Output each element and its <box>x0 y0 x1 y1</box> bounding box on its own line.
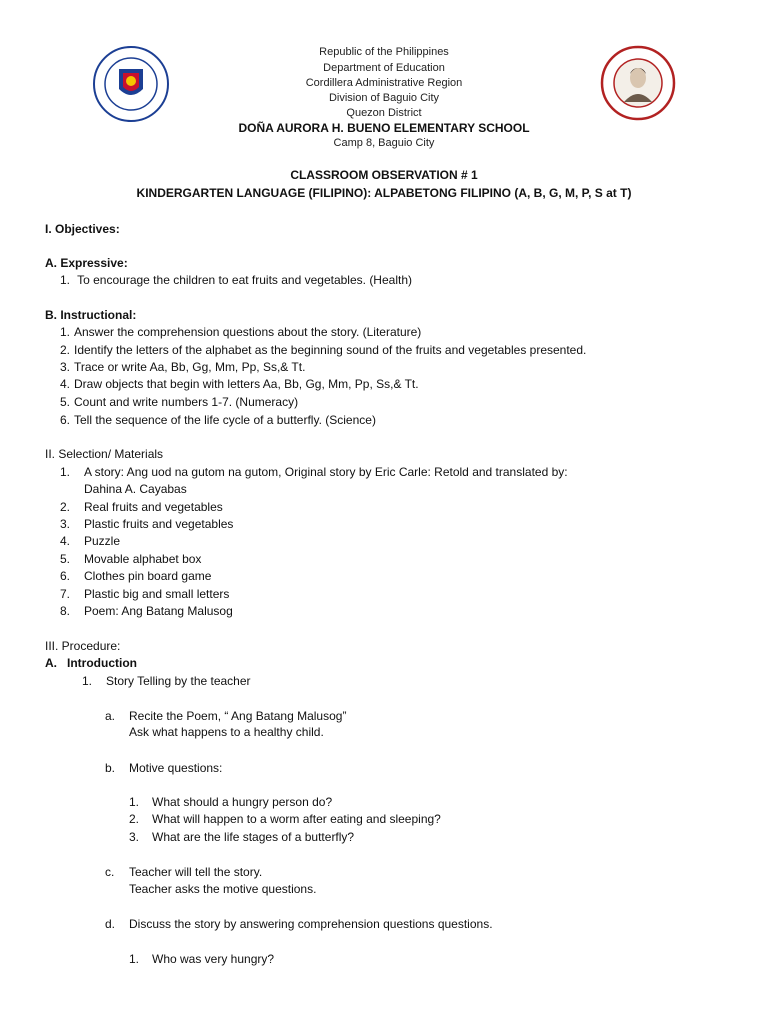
list-number: 1. <box>60 465 71 479</box>
document-subtitle: KINDERGARTEN LANGUAGE (FILIPINO): ALPABETONG FILIPINO (A, B, G, M, P, S at T) <box>136 186 632 200</box>
procedure-sub-a-line2: Ask what happens to a healthy child. <box>129 725 324 739</box>
list-text: Draw objects that begin with letters Aa, Bb, Gg, Mm, Pp, Ss,& Tt. <box>74 377 419 391</box>
list-number: 7. <box>60 587 71 601</box>
sub-letter: c. <box>105 865 115 879</box>
materials-item <box>60 587 229 601</box>
list-number: 6. <box>60 569 71 583</box>
list-text: Answer the comprehension questions about the story. (Literature) <box>74 325 422 339</box>
materials-item <box>60 500 223 514</box>
list-text: To encourage the children to eat fruits and vegetables. (Health) <box>77 273 412 287</box>
expressive-item <box>60 273 412 287</box>
list-number: 3. <box>60 517 71 531</box>
list-number: 3. <box>60 360 71 374</box>
section-letter: A. <box>45 656 57 670</box>
document-title: CLASSROOM OBSERVATION # 1 <box>290 168 478 182</box>
list-number: 4. <box>60 377 71 391</box>
materials-item <box>60 569 211 583</box>
comprehension-question <box>129 952 274 966</box>
header-school-name: DOÑA AURORA H. BUENO ELEMENTARY SCHOOL <box>238 121 530 135</box>
list-number: 2. <box>60 343 71 357</box>
list-text: What will happen to a worm after eating and sleeping? <box>152 812 441 826</box>
list-number: 5. <box>60 395 71 409</box>
list-number: 4. <box>60 534 71 548</box>
sub-letter: b. <box>105 761 116 775</box>
header-region: Cordillera Administrative Region <box>305 77 463 89</box>
materials-item <box>60 552 201 566</box>
materials-item <box>60 604 233 618</box>
list-text: Movable alphabet box <box>84 552 202 566</box>
instructional-heading: B. Instructional: <box>45 308 137 322</box>
procedure-sub-c-line2: Teacher asks the motive questions. <box>129 882 317 896</box>
list-number: 3. <box>129 830 140 844</box>
list-number: 1. <box>60 325 71 339</box>
procedure-step <box>82 674 251 688</box>
sub-text: Recite the Poem, “ Ang Batang Malusog” <box>129 709 347 723</box>
list-text: What are the life stages of a butterfly? <box>152 830 355 844</box>
sub-text: Discuss the story by answering comprehension questions questions. <box>129 917 493 931</box>
materials-item <box>60 482 187 496</box>
header-department: Department of Education <box>323 62 445 74</box>
list-text: Real fruits and vegetables <box>84 500 223 514</box>
objectives-heading: I. Objectives: <box>45 222 120 236</box>
header-republic: Republic of the Philippines <box>319 46 449 58</box>
instructional-item <box>60 325 421 339</box>
list-number: 8. <box>60 604 71 618</box>
list-text: Plastic fruits and vegetables <box>84 517 234 531</box>
motive-question <box>129 830 354 844</box>
materials-heading: II. Selection/ Materials <box>45 447 164 461</box>
list-text: Dahina A. Cayabas <box>84 482 187 496</box>
list-number: 1. <box>129 952 140 966</box>
list-number: 1. <box>60 273 71 287</box>
list-number: 6. <box>60 413 71 427</box>
expressive-heading: A. Expressive: <box>45 256 128 270</box>
header-division: Division of Baguio City <box>328 92 440 104</box>
instructional-item <box>60 343 586 357</box>
instructional-item <box>60 413 376 427</box>
procedure-sub-d <box>105 917 493 931</box>
materials-item <box>60 517 233 531</box>
motive-question <box>129 812 441 826</box>
instructional-item <box>60 395 298 409</box>
procedure-sub-b <box>105 761 222 775</box>
instructional-item <box>60 360 305 374</box>
sub-text: Teacher will tell the story. <box>129 865 263 879</box>
introduction-heading <box>45 656 137 670</box>
list-text: What should a hungry person do? <box>152 795 333 809</box>
list-text: Puzzle <box>84 534 121 548</box>
list-text: A story: Ang uod na gutom na gutom, Original story by Eric Carle: Retold and translated by: <box>84 465 568 479</box>
header-district: Quezon District <box>346 107 422 119</box>
sub-letter: d. <box>105 917 116 931</box>
list-text: Story Telling by the teacher <box>106 674 251 688</box>
list-text: Tell the sequence of the life cycle of a butterfly. (Science) <box>74 413 376 427</box>
list-number: 2. <box>60 500 71 514</box>
materials-item <box>60 465 568 479</box>
list-text: Plastic big and small letters <box>84 587 230 601</box>
list-text: Identify the letters of the alphabet as the beginning sound of the fruits and vegetables presented. <box>74 343 587 357</box>
list-text: Clothes pin board game <box>84 569 212 583</box>
section-label: Introduction <box>67 656 137 670</box>
procedure-sub-c <box>105 865 262 879</box>
list-number: 2. <box>129 812 140 826</box>
list-text: Count and write numbers 1-7. (Numeracy) <box>74 395 299 409</box>
instructional-item <box>60 377 419 391</box>
list-text: Who was very hungry? <box>152 952 275 966</box>
list-number: 1. <box>82 674 93 688</box>
sub-letter: a. <box>105 709 116 723</box>
list-number: 1. <box>129 795 140 809</box>
motive-question <box>129 795 332 809</box>
sub-text: Motive questions: <box>129 761 223 775</box>
procedure-heading: III. Procedure: <box>45 639 121 653</box>
list-text: Poem: Ang Batang Malusog <box>84 604 233 618</box>
list-text: Trace or write Aa, Bb, Gg, Mm, Pp, Ss,& Tt. <box>74 360 306 374</box>
materials-item <box>60 534 120 548</box>
header-address: Camp 8, Baguio City <box>333 137 435 149</box>
list-number: 5. <box>60 552 71 566</box>
procedure-sub-a <box>105 709 346 723</box>
